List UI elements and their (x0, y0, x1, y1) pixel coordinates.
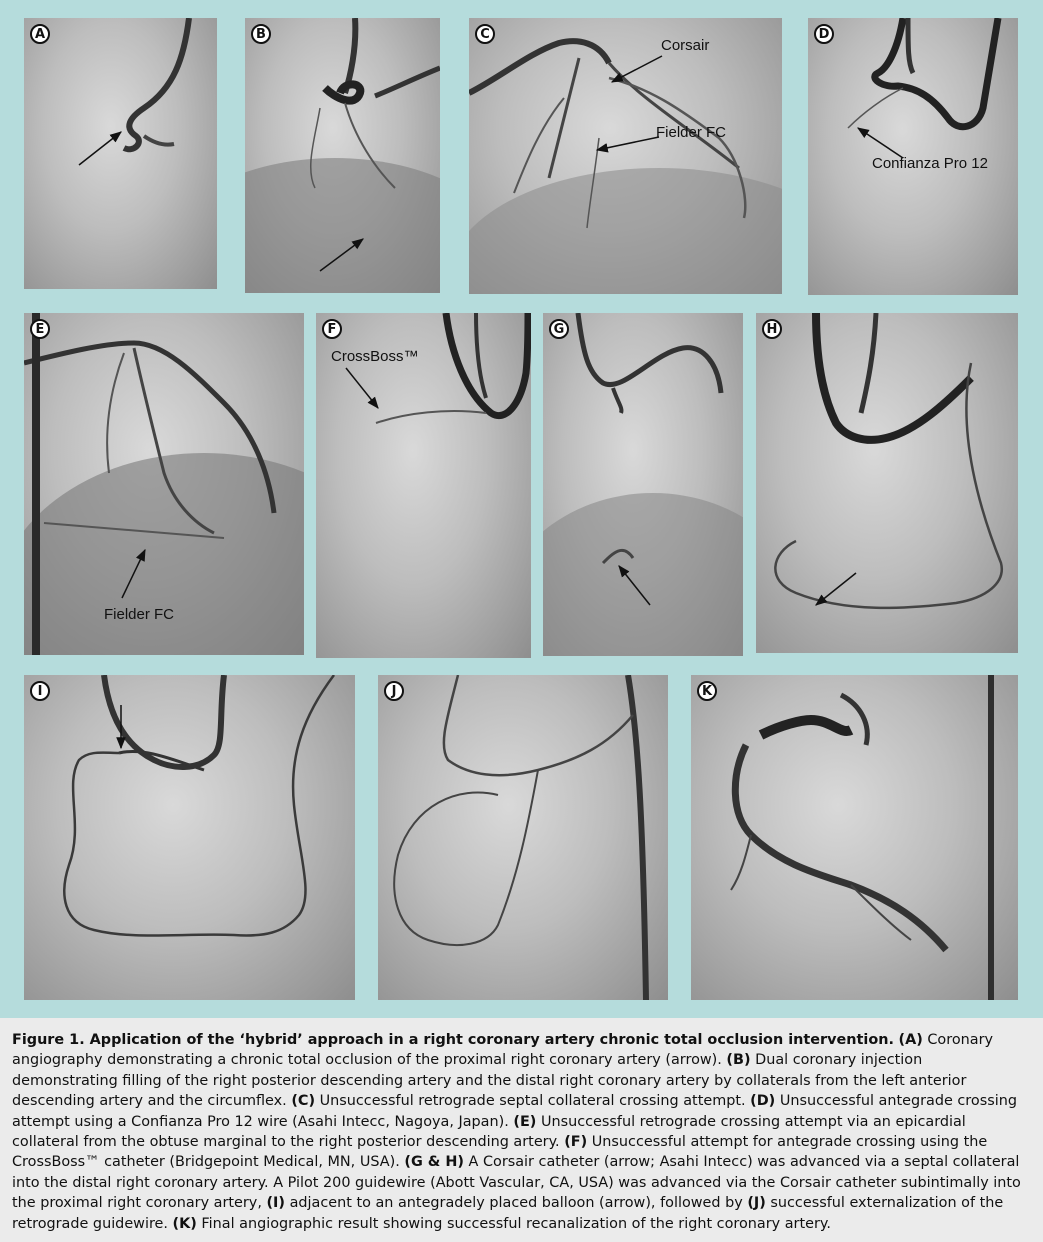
annotation-corsair: Corsair (661, 37, 710, 54)
panel-label: J (384, 681, 404, 701)
panel-label: A (30, 24, 50, 44)
caption-text: Dual coronary injection demonstrating filling of the right posterior descending artery and the distal right coronary artery by collaterals from the left anterior descending artery and the circumflex. (12, 1052, 967, 1110)
caption-label: (I) (266, 1195, 285, 1212)
caption-text: Unsuccessful attempt for antegrade crossing using the CrossBoss™ catheter (Bridgepoint Medical, MN, USA). (12, 1134, 988, 1171)
caption-label: (B) (726, 1052, 751, 1069)
annotation-fielder-fc: Fielder FC (656, 124, 727, 141)
caption-label: (J) (747, 1195, 766, 1212)
caption-text: Unsuccessful antegrade crossing attempt using a Confianza Pro 12 wire (Asahi Intecc, Nagoya, Japan). (12, 1093, 1017, 1130)
caption-label: (D) (750, 1093, 776, 1110)
caption-label: (G & H) (404, 1154, 464, 1171)
panel-h (756, 313, 1018, 653)
caption-text: Unsuccessful retrograde septal collateral crossing attempt. (315, 1093, 751, 1110)
caption-text: successful externalization of the retrograde guidewire. (12, 1195, 1004, 1232)
annotation-fielder-fc: Fielder FC (104, 606, 175, 623)
panel-d (808, 18, 1018, 295)
caption-text: Final angiographic result showing successful recanalization of the right coronary artery. (196, 1215, 831, 1232)
caption-text: adjacent to an antegradely placed balloon (arrow), followed by (285, 1195, 748, 1212)
caption-label: (A) (898, 1032, 923, 1048)
caption-title: Figure 1. Application of the ‘hybrid’ approach in a right coronary artery chronic total occlusion intervention. (12, 1032, 894, 1048)
panel-f (316, 313, 531, 658)
panel-label: K (697, 681, 717, 701)
caption-label: (E) (513, 1113, 537, 1130)
panel-label: D (814, 24, 834, 44)
panel-label: F (322, 319, 342, 339)
panel-e (24, 313, 304, 655)
caption-label: (F) (564, 1134, 588, 1151)
panel-k (691, 675, 1018, 1000)
panel-g (543, 313, 743, 656)
panel-label: E (30, 319, 50, 339)
annotation-confianza: Confianza Pro 12 (872, 155, 988, 172)
panel-label: B (251, 24, 271, 44)
panel-label: G (549, 319, 569, 339)
caption-label: (C) (291, 1093, 316, 1110)
caption-text: Unsuccessful retrograde crossing attempt via an epicardial collateral from the obtuse marginal to the right posterior descending artery. (12, 1113, 966, 1151)
panel-label: C (475, 24, 495, 44)
caption-text: Coronary angiography demonstrating a chronic total occlusion of the proximal right coronary artery (arrow). (12, 1032, 994, 1069)
annotation-crossboss: CrossBoss™ (331, 348, 419, 365)
panel-i (24, 675, 355, 1000)
caption-label: (K) (172, 1215, 197, 1232)
caption-text: A Corsair catheter (arrow; Asahi Intecc) was advanced via a septal collateral into the distal right coronary artery. A Pilot 200 guidewire (Abott Vascular, CA, USA) was advanced via the Corsair catheter subintimally into the proximal right coronary artery, (12, 1154, 1021, 1212)
panel-a (24, 18, 217, 289)
panel-c (469, 18, 782, 294)
panel-label: H (762, 319, 782, 339)
panel-b (245, 18, 440, 293)
panel-label: I (30, 681, 50, 701)
panel-j (378, 675, 668, 1000)
figure-caption (0, 1018, 1043, 1242)
